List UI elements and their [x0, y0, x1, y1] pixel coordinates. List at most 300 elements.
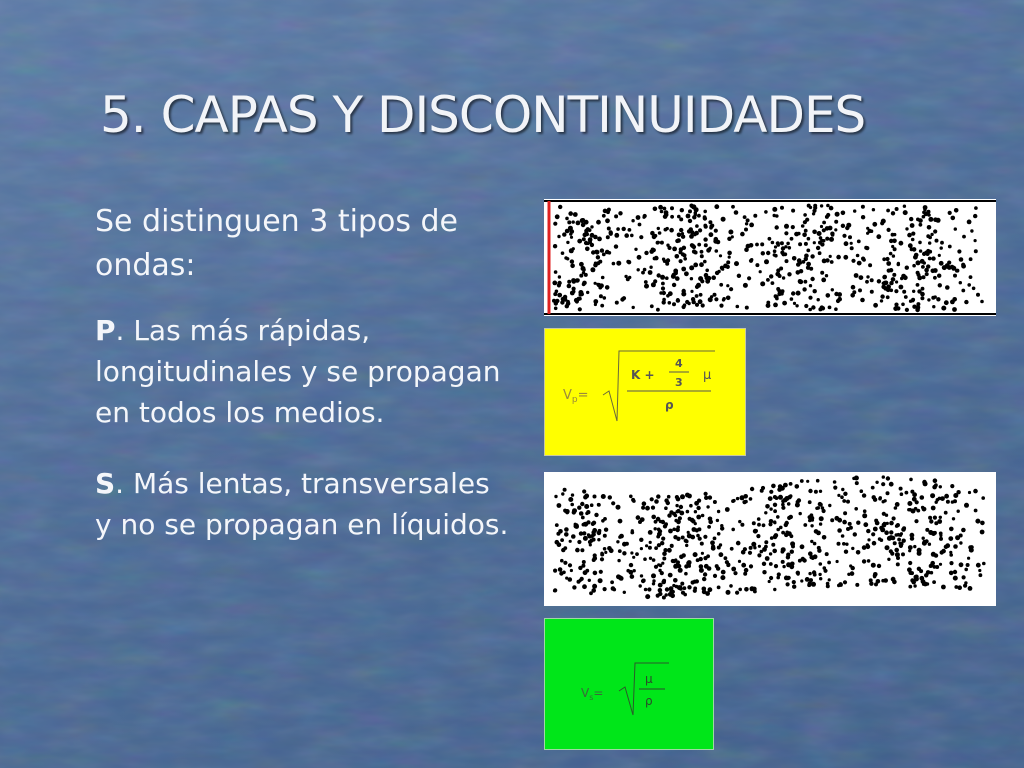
- s-particle: [907, 501, 912, 506]
- p-particle: [780, 241, 784, 245]
- s-particle: [582, 489, 586, 493]
- s-particle: [910, 536, 914, 540]
- s-particle: [652, 579, 655, 582]
- s-particle: [905, 491, 909, 495]
- p-particle: [553, 222, 557, 226]
- s-particle: [630, 574, 635, 579]
- s-particle: [912, 492, 917, 497]
- s-particle: [731, 528, 735, 532]
- p-particle: [684, 271, 689, 276]
- s-particle: [940, 550, 944, 554]
- p-particle: [622, 227, 626, 231]
- s-particle: [931, 506, 936, 511]
- p-particle: [675, 254, 680, 259]
- s-particle: [586, 520, 590, 524]
- p-particle: [927, 225, 932, 230]
- s-particle: [574, 524, 579, 529]
- p-particle: [766, 301, 770, 305]
- s-particle: [848, 522, 852, 526]
- s-particle: [846, 500, 850, 504]
- s-particle: [863, 522, 868, 527]
- s-particle: [657, 543, 661, 547]
- p-particle: [593, 299, 598, 304]
- s-particle: [557, 503, 562, 508]
- s-particle: [649, 557, 652, 560]
- s-particle: [701, 514, 705, 518]
- s-particle: [700, 542, 704, 546]
- s-particle: [889, 530, 893, 534]
- s-particle: [571, 534, 576, 539]
- p-particle: [699, 293, 703, 297]
- s-particle: [601, 494, 606, 499]
- s-particle: [583, 495, 588, 500]
- s-particle: [922, 541, 927, 546]
- s-particle: [603, 534, 607, 538]
- s-particle: [871, 532, 875, 536]
- p-particle: [677, 215, 681, 219]
- p-particle: [681, 252, 685, 256]
- s-particle: [849, 564, 852, 567]
- s-wave-formula: [544, 618, 714, 750]
- p-particle: [703, 216, 707, 220]
- s-particle: [687, 531, 690, 534]
- p-particle: [791, 209, 795, 213]
- p-particle: [764, 210, 768, 214]
- s-particle: [743, 547, 747, 551]
- s-particle: [757, 517, 761, 521]
- p-particle: [614, 233, 619, 238]
- p-particle: [734, 261, 739, 266]
- p-particle: [582, 268, 586, 272]
- s-particle: [783, 483, 788, 488]
- p-particle: [952, 297, 957, 302]
- s-particle: [697, 527, 701, 531]
- s-particle: [786, 576, 790, 580]
- s-particle: [855, 481, 859, 485]
- p-particle: [925, 272, 929, 276]
- s-particle: [582, 560, 586, 564]
- s-particle: [908, 549, 911, 552]
- p-particle: [649, 249, 654, 254]
- s-particle: [814, 490, 818, 494]
- p-particle: [654, 256, 659, 261]
- p-particle: [703, 237, 707, 241]
- s-particle: [708, 587, 713, 592]
- s-particle: [979, 573, 983, 577]
- s-particle: [570, 503, 574, 507]
- s-particle: [776, 515, 780, 519]
- s-particle: [765, 556, 770, 561]
- s-particle: [603, 587, 607, 591]
- s-particle: [757, 523, 761, 527]
- s-particle: [725, 560, 729, 564]
- s-particle: [773, 495, 777, 499]
- s-particle: [823, 566, 827, 570]
- s-particle: [735, 591, 739, 595]
- p-particle: [936, 297, 940, 301]
- s-particle: [654, 499, 659, 504]
- s-particle: [929, 519, 933, 523]
- p-particle: [939, 261, 944, 266]
- p-particle: [941, 306, 946, 311]
- s-particle: [600, 557, 604, 561]
- s-particle: [934, 483, 938, 487]
- p-particle: [776, 268, 780, 272]
- s-particle: [665, 587, 669, 591]
- s-particle: [686, 561, 689, 564]
- p-particle: [872, 222, 877, 227]
- s-particle: [713, 500, 717, 504]
- s-particle: [939, 563, 942, 566]
- s-particle: [674, 558, 677, 561]
- p-particle: [899, 285, 904, 290]
- p-particle: [829, 255, 832, 258]
- p-particle: [893, 247, 897, 251]
- s-particle: [934, 521, 938, 525]
- p-particle: [596, 283, 599, 286]
- p-particle: [597, 237, 602, 242]
- p-particle: [570, 259, 574, 263]
- p-particle: [895, 280, 898, 283]
- p-particle: [804, 229, 808, 233]
- s-particle: [711, 546, 716, 551]
- s-particle: [922, 537, 925, 540]
- p-particle: [969, 275, 973, 279]
- p-wave-formula-graphic: [545, 329, 747, 457]
- s-particle: [959, 562, 964, 567]
- p-particle: [948, 211, 952, 215]
- p-particle: [571, 278, 576, 283]
- p-particle: [630, 234, 634, 238]
- p-particle: [700, 279, 704, 283]
- s-particle: [656, 494, 660, 498]
- s-particle: [603, 517, 607, 521]
- s-particle: [636, 515, 641, 520]
- s-particle: [668, 573, 673, 578]
- s-particle: [818, 502, 822, 506]
- s-particle: [886, 476, 890, 480]
- s-particle: [749, 564, 753, 568]
- p-particle: [912, 264, 916, 268]
- s-particle: [795, 484, 800, 489]
- p-particle: [797, 232, 801, 236]
- s-particle: [946, 500, 950, 504]
- p-particle: [605, 285, 610, 290]
- p-particle: [834, 228, 837, 231]
- s-particle: [623, 591, 626, 594]
- s-particle: [803, 523, 807, 527]
- p-particle: [728, 256, 731, 259]
- s-particle: [713, 574, 717, 578]
- s-particle: [762, 547, 767, 552]
- s-particle: [568, 577, 573, 582]
- s-particle: [873, 527, 878, 532]
- p-particle: [853, 209, 856, 212]
- s-particle: [980, 521, 985, 526]
- p-particle: [834, 220, 838, 224]
- p-particle: [688, 219, 692, 223]
- p-particle: [700, 254, 704, 258]
- s-particle: [792, 580, 796, 584]
- s-particle: [819, 516, 824, 521]
- s-particle: [892, 580, 897, 585]
- p-particle: [791, 291, 795, 295]
- p-particle: [825, 258, 829, 262]
- s-particle: [781, 560, 785, 564]
- s-particle: [902, 539, 906, 543]
- p-particle: [716, 240, 721, 245]
- s-particle: [607, 546, 612, 551]
- s-particle: [554, 495, 557, 498]
- s-particle: [777, 572, 781, 576]
- s-particle: [862, 559, 866, 563]
- s-particle: [575, 548, 580, 553]
- s-particle: [753, 529, 758, 534]
- s-particle: [789, 482, 793, 486]
- p-particle: [570, 264, 575, 269]
- p-particle: [726, 284, 729, 287]
- p-particle: [974, 249, 978, 253]
- s-particle: [901, 552, 905, 556]
- s-particle: [561, 548, 565, 552]
- p-particle: [784, 231, 788, 235]
- s-particle: [724, 556, 728, 560]
- p-particle: [636, 215, 641, 220]
- s-particle: [928, 530, 933, 535]
- p-particle: [698, 228, 702, 232]
- s-particle: [779, 526, 783, 530]
- p-particle: [954, 227, 957, 230]
- s-particle: [600, 553, 604, 557]
- s-particle: [683, 586, 687, 590]
- s-particle: [579, 511, 584, 516]
- s-particle: [664, 506, 668, 510]
- s-particle: [949, 527, 954, 532]
- s-particle: [585, 569, 589, 573]
- p-particle: [850, 246, 854, 250]
- p-particle: [649, 266, 652, 269]
- p-particle: [784, 245, 787, 248]
- s-particle: [640, 517, 645, 522]
- p-particle: [657, 241, 660, 244]
- p-particle: [918, 241, 922, 245]
- s-particle: [889, 482, 894, 487]
- s-particle: [582, 523, 586, 527]
- s-wave-illustration: [544, 472, 996, 606]
- s-particle: [953, 499, 957, 503]
- p-particle: [596, 255, 600, 259]
- p-particle: [679, 228, 683, 232]
- s-particle: [871, 563, 876, 568]
- p-particle: [631, 219, 634, 222]
- p-particle: [564, 256, 568, 260]
- p-particle: [976, 293, 980, 297]
- s-particle: [948, 536, 953, 541]
- p-particle: [681, 235, 685, 239]
- p-particle: [880, 294, 884, 298]
- s-particle: [687, 585, 691, 589]
- p-particle: [937, 274, 941, 278]
- p-particle: [916, 305, 921, 310]
- s-particle: [933, 478, 938, 483]
- p-particle: [777, 243, 780, 246]
- s-particle: [895, 524, 899, 528]
- s-particle: [873, 575, 876, 578]
- p-particle: [809, 284, 812, 287]
- s-particle: [964, 503, 969, 508]
- p-particle: [577, 239, 582, 244]
- p-particle: [576, 278, 580, 282]
- s-particle: [843, 511, 847, 515]
- s-particle: [822, 509, 826, 513]
- p-particle: [644, 284, 649, 289]
- p-particle: [813, 206, 817, 210]
- p-particle: [614, 214, 618, 218]
- p-particle: [831, 288, 834, 291]
- p-particle: [842, 234, 846, 238]
- s-particle: [616, 540, 619, 543]
- s-particle: [935, 501, 938, 504]
- p-particle: [599, 294, 603, 298]
- s-particle: [959, 534, 963, 538]
- p-rho: ρ: [665, 398, 674, 412]
- s-particle: [558, 567, 563, 572]
- s-particle: [805, 577, 810, 582]
- s-particle: [678, 568, 683, 573]
- p-particle: [807, 237, 811, 241]
- p-particle: [820, 239, 823, 242]
- s-particle: [611, 586, 616, 591]
- s-particle: [710, 540, 715, 545]
- s-particle: [559, 571, 563, 575]
- s-particle: [841, 534, 845, 538]
- s-particle: [833, 486, 837, 490]
- s-particle: [808, 572, 811, 575]
- s-particle: [736, 497, 739, 500]
- p-particle: [692, 249, 696, 253]
- s-particle: [762, 523, 766, 527]
- s-particle: [800, 544, 805, 549]
- s-particle: [908, 585, 912, 589]
- p-particle: [820, 204, 823, 207]
- s-particle: [617, 559, 620, 562]
- p-particle: [715, 249, 719, 253]
- p-particle: [709, 232, 714, 237]
- p-particle: [643, 268, 647, 272]
- s-particle: [663, 548, 667, 552]
- s-particle: [603, 547, 607, 551]
- s-particle: [787, 502, 791, 506]
- p-particle: [603, 296, 607, 300]
- p-particle: [861, 257, 865, 261]
- s-particle: [645, 506, 650, 511]
- s-particle: [923, 481, 928, 486]
- p-particle: [896, 306, 900, 310]
- p-particle: [599, 283, 604, 288]
- s-particle: [819, 562, 823, 566]
- s-particle: [889, 521, 894, 526]
- p-particle: [825, 274, 828, 277]
- p-particle: [897, 263, 901, 267]
- s-particle: [919, 569, 923, 573]
- s-particle: [726, 590, 731, 595]
- s-particle: [661, 537, 665, 541]
- s-particle: [672, 584, 675, 587]
- p-particle: [658, 231, 662, 235]
- s-particle: [810, 524, 813, 527]
- p-particle: [851, 259, 855, 263]
- p-particle: [784, 224, 789, 229]
- s-particle: [813, 542, 817, 546]
- s-particle: [882, 475, 885, 478]
- p-particle: [746, 244, 751, 249]
- s-particle: [570, 569, 573, 572]
- p-particle: [818, 251, 822, 255]
- s-particle: [827, 561, 831, 565]
- s-particle: [591, 522, 595, 526]
- p-particle: [572, 220, 575, 223]
- p-particle: [660, 210, 664, 214]
- p-particle: [658, 205, 663, 210]
- p-particle: [682, 305, 686, 309]
- p-particle: [601, 276, 605, 280]
- s-particle: [717, 586, 721, 590]
- p-particle: [948, 245, 952, 249]
- s-particle: [757, 553, 761, 557]
- s-particle: [799, 512, 802, 515]
- p-particle: [593, 263, 598, 268]
- s-particle: [742, 500, 746, 504]
- p-particle: [834, 307, 838, 311]
- s-particle: [842, 542, 846, 546]
- p-particle: [659, 291, 663, 295]
- p-particle: [697, 243, 701, 247]
- p-particle: [812, 230, 817, 235]
- p-particle: [911, 238, 915, 242]
- p-particle: [689, 234, 694, 239]
- s-particle: [680, 494, 685, 499]
- p-particle: [931, 269, 936, 274]
- p-particle: [764, 259, 769, 264]
- s-particle: [689, 504, 693, 508]
- s-particle: [553, 589, 556, 592]
- p-particle: [798, 279, 803, 284]
- p-particle: [882, 275, 887, 280]
- s-particle: [914, 519, 918, 523]
- p-particle: [775, 225, 779, 229]
- p-particle: [769, 274, 773, 278]
- s-particle: [639, 584, 642, 587]
- p-particle: [626, 277, 630, 281]
- p-particle: [728, 230, 733, 235]
- s-wave-particles: [544, 472, 996, 606]
- p-particle: [760, 242, 764, 246]
- s-particle: [658, 588, 663, 593]
- p-particle: [766, 251, 770, 255]
- s-particle: [640, 547, 643, 550]
- p-particle: [773, 249, 777, 253]
- p-particle: [663, 207, 667, 211]
- s-particle: [867, 538, 870, 541]
- p-particle: [816, 246, 820, 250]
- p-particle: [864, 246, 868, 250]
- p-particle: [566, 241, 569, 244]
- s-particle: [807, 583, 811, 587]
- p-particle: [676, 238, 681, 243]
- p-particle: [553, 292, 557, 296]
- p-particle: [773, 303, 778, 308]
- p-particle: [928, 217, 933, 222]
